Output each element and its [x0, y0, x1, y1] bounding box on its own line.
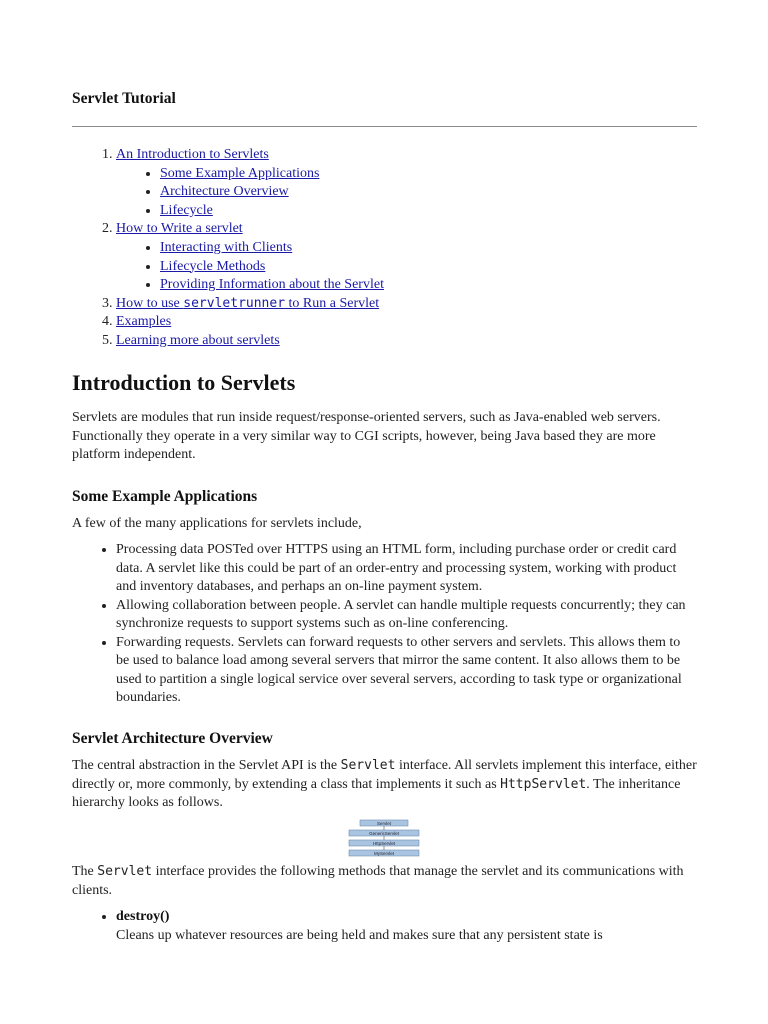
svg-text:HttpServlet: HttpServlet	[372, 840, 396, 846]
toc-link-learning-more[interactable]: Learning more about servlets	[116, 332, 280, 348]
toc-item	[116, 220, 384, 294]
list-item: • Processing data POSTed over HTTPS using an HTML form, including purchase order or credit card data. A servlet like this could be part of an order-entry and processing system, working with product and inventory databases, and perhaps an on-line payment system.	[116, 541, 696, 597]
diagram-box-servlet	[360, 820, 408, 826]
toc-sublist	[116, 165, 384, 221]
toc-sublist	[116, 239, 384, 295]
toc-item	[116, 332, 384, 351]
section-heading-architecture: Servlet Architecture Overview	[72, 730, 273, 747]
toc-subitem	[160, 276, 384, 295]
section-heading-examples: Some Example Applications	[72, 488, 258, 505]
toc-subitem	[160, 165, 384, 184]
intro-paragraph: Servlets are modules that run inside request/response-oriented servers, such as Java-enabled web servers. Functionally they operate in a very similar way to CGI scripts, however, being Java based they are more platform independent.	[72, 410, 661, 462]
toc-link-text: to Run a Servlet	[285, 295, 380, 311]
toc-item	[116, 146, 384, 220]
servlet-interface-paragraph	[72, 863, 697, 900]
method-item	[116, 908, 696, 945]
svg-text:Servlet: Servlet	[376, 820, 392, 826]
inline-code: Servlet	[340, 758, 396, 773]
toc-link-examples[interactable]: Examples	[116, 314, 172, 330]
diagram-box-httpservlet	[349, 840, 419, 846]
section-heading-introduction: Introduction to Servlets	[72, 370, 296, 395]
toc-link-interacting-with-clients[interactable]: Interacting with Clients	[160, 239, 293, 255]
text-run: interface provides the following methods that manage the servlet and its communications with clients.	[72, 864, 684, 898]
toc-link-introduction[interactable]: An Introduction to Servlets	[116, 147, 269, 162]
toc-subitem	[160, 239, 384, 258]
title-divider	[72, 126, 697, 127]
toc-link-text: How to use	[116, 295, 184, 311]
text-run: interface. All servlets implement this interface, either directly or, more commonly, by extending a class that implements it such as	[72, 758, 697, 792]
architecture-paragraph	[72, 757, 697, 813]
toc-link-how-to-write[interactable]: How to Write a servlet	[116, 221, 243, 237]
svg-text:GenericServlet: GenericServlet	[369, 830, 399, 836]
methods-list	[72, 908, 696, 945]
toc-link-lifecycle[interactable]: Lifecycle	[160, 202, 213, 218]
inheritance-diagram	[347, 819, 421, 859]
toc-subitem	[160, 258, 384, 277]
inline-code: Servlet	[97, 864, 153, 879]
toc-subitem	[160, 202, 384, 221]
diagram-box-myservlet	[349, 850, 419, 856]
examples-bullet-list	[72, 541, 696, 708]
text-run: . The inheritance hierarchy looks as follows.	[72, 776, 681, 810]
list-item: • Allowing collaboration between people. A servlet can handle multiple requests concurrently; they can synchronize requests to support systems such as on-line conferencing.	[116, 597, 696, 634]
list-item: • Forwarding requests. Servlets can forward requests to other servers and servlets. This allows them to be used to balance load among several servers that mirror the same content. It also allows them to be used to partition a single logical service over several servers, according to task type or organizational boundaries.	[116, 634, 696, 708]
toc-link-architecture-overview[interactable]: Architecture Overview	[160, 184, 289, 200]
svg-text:MyServlet: MyServlet	[373, 850, 395, 856]
diagram-box-genericservlet	[349, 830, 419, 836]
document-title: Servlet Tutorial	[72, 90, 176, 107]
toc-link-providing-information[interactable]: Providing Information about the Servlet	[160, 277, 384, 293]
table-of-contents	[72, 146, 384, 351]
toc-link-example-applications[interactable]: Some Example Applications	[160, 165, 320, 181]
examples-lead-paragraph: A few of the many applications for servlets include,	[72, 516, 362, 531]
method-name: destroy()	[116, 909, 170, 924]
toc-item	[116, 295, 384, 314]
toc-link-servletrunner[interactable]	[116, 296, 379, 311]
toc-subitem	[160, 183, 384, 202]
toc-link-lifecycle-methods[interactable]: Lifecycle Methods	[160, 258, 266, 274]
inline-code: HttpServlet	[500, 776, 587, 792]
text-run: The central abstraction in the Servlet API is the	[72, 758, 341, 773]
text-run: The	[72, 864, 98, 879]
toc-item	[116, 313, 384, 332]
method-description: Cleans up whatever resources are being held and makes sure that any persistent state is	[116, 927, 603, 943]
inline-code: servletrunner	[183, 295, 286, 311]
